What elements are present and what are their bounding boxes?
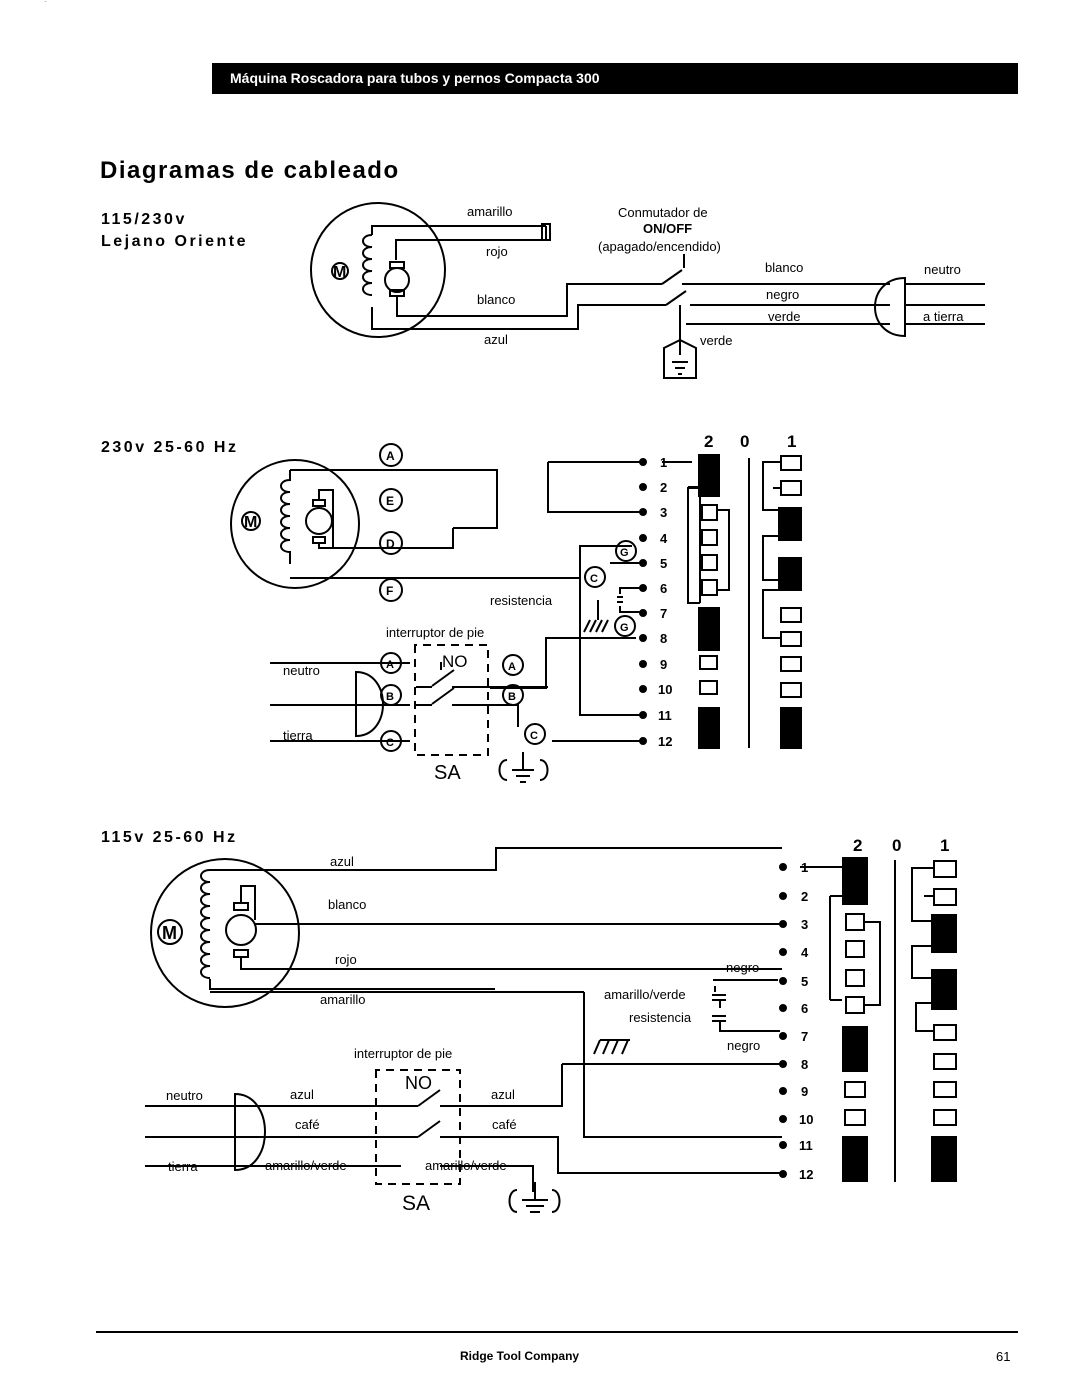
- label-neutro: neutro: [166, 1088, 203, 1103]
- label-amarillo-verde-right: amarillo/verde: [425, 1158, 507, 1173]
- label-neutro: neutro: [924, 262, 961, 277]
- terminal-1: 1: [801, 860, 809, 875]
- terminal-4: 4: [801, 945, 809, 960]
- plug-left-b: B: [386, 691, 394, 703]
- terminal-5: 5: [660, 556, 668, 571]
- circle-letter-c: C: [590, 573, 598, 585]
- circle-letter-e: E: [386, 494, 395, 508]
- label-resistencia: resistencia: [490, 593, 553, 608]
- switch-pos-0: 0: [892, 836, 902, 855]
- label-blanco: blanco: [477, 292, 516, 307]
- label-azul-right: azul: [491, 1087, 515, 1102]
- terminal-7: 7: [801, 1029, 809, 1044]
- label-sa: SA: [402, 1192, 431, 1215]
- label-amarillo: amarillo: [320, 992, 366, 1007]
- label-rojo: rojo: [335, 952, 357, 967]
- label-amarillo: amarillo: [467, 204, 513, 219]
- terminal-11: 11: [658, 708, 672, 723]
- header-title-bar: Máquina Roscadora para tubos y pernos Compacta 300: [212, 63, 1018, 94]
- terminal-4: 4: [660, 531, 668, 546]
- terminal-10: 10: [799, 1112, 814, 1127]
- terminal-8: 8: [801, 1057, 809, 1072]
- terminal-12: 12: [658, 734, 673, 749]
- label-resistencia: resistencia: [629, 1010, 692, 1025]
- terminal-3: 3: [660, 505, 668, 520]
- terminal-9: 9: [801, 1084, 809, 1099]
- circle-letter-a: A: [386, 449, 395, 463]
- label-tierra: tierra: [283, 728, 313, 743]
- switch-label-3: (apagado/encendido): [598, 239, 721, 254]
- footer-rule: [96, 1331, 1018, 1333]
- switch-pos-0: 0: [740, 432, 750, 451]
- terminal-8: 8: [660, 631, 668, 646]
- switch-pos-1: 1: [940, 836, 950, 855]
- label-negro-top: negro: [726, 960, 760, 975]
- label-blanco-right: blanco: [765, 260, 804, 275]
- circle-letter-d: D: [386, 537, 395, 551]
- label-negro-bottom: negro: [727, 1038, 761, 1053]
- label-azul: azul: [330, 854, 354, 869]
- switch-pos-2: 2: [704, 432, 714, 451]
- label-a-tierra: a tierra: [923, 309, 964, 324]
- label-no: NO: [405, 1073, 432, 1093]
- circle-letter-g2: G: [620, 622, 629, 634]
- terminal-7: 7: [660, 606, 668, 621]
- label-azul-left: azul: [290, 1087, 314, 1102]
- switch-pos-2: 2: [853, 836, 863, 855]
- diagram1-title-line1: 115/230v: [101, 211, 187, 228]
- diagram2-wiring: [231, 444, 801, 782]
- switch-pos-1: 1: [787, 432, 797, 451]
- plug-right-a: A: [508, 661, 516, 673]
- terminal-2: 2: [660, 480, 668, 495]
- terminal-2: 2: [801, 889, 809, 904]
- plug-right-b: B: [508, 691, 516, 703]
- terminal-1: 1: [660, 455, 668, 470]
- diagram3-title: 115v 25-60 Hz: [101, 829, 238, 846]
- diagram2-title: 230v 25-60 Hz: [101, 439, 239, 456]
- motor-letter: M: [333, 264, 347, 281]
- terminal-12: 12: [799, 1167, 814, 1182]
- label-interruptor: interruptor de pie: [354, 1046, 453, 1061]
- plug-left-a: A: [386, 659, 394, 671]
- switch-label-1: Conmutador de: [618, 205, 708, 220]
- label-neutro: neutro: [283, 663, 320, 678]
- terminal-5: 5: [801, 974, 809, 989]
- plug-left-c: C: [386, 737, 394, 749]
- circle-letter-g: G: [620, 547, 629, 559]
- motor-letter: M: [244, 514, 258, 531]
- brand-text: RIDGID: [44, 1, 47, 3]
- label-cafe-right: café: [492, 1117, 517, 1132]
- label-amarillo-verde-left: amarillo/verde: [265, 1158, 347, 1173]
- footer-company: Ridge Tool Company: [460, 1349, 580, 1363]
- label-cafe-left: café: [295, 1117, 320, 1132]
- label-tierra: tierra: [168, 1159, 198, 1174]
- label-blanco: blanco: [328, 897, 367, 912]
- label-amarillo-verde: amarillo/verde: [604, 987, 686, 1002]
- diagram1-title-line2: Lejano Oriente: [101, 233, 249, 250]
- motor-letter: M: [162, 923, 177, 943]
- label-negro-right: negro: [766, 287, 800, 302]
- label-no: NO: [442, 652, 468, 671]
- switch-label-2: ON/OFF: [643, 221, 693, 236]
- label-verde-right: verde: [768, 309, 801, 324]
- terminal-10: 10: [658, 682, 673, 697]
- label-verde-bottom: verde: [700, 333, 733, 348]
- label-rojo: rojo: [486, 244, 508, 259]
- terminal-6: 6: [660, 581, 668, 596]
- terminal-9: 9: [660, 657, 668, 672]
- label-sa: SA: [434, 762, 461, 784]
- label-azul: azul: [484, 332, 508, 347]
- page-title: Diagramas de cableado: [100, 157, 400, 184]
- terminal-6: 6: [801, 1001, 809, 1016]
- label-interruptor: interruptor de pie: [386, 625, 485, 640]
- terminal-3: 3: [801, 917, 809, 932]
- circle-letter-f: F: [386, 584, 394, 598]
- terminal-11: 11: [799, 1138, 813, 1153]
- page-number: 61: [996, 1349, 1011, 1364]
- plug-right-c: C: [530, 730, 538, 742]
